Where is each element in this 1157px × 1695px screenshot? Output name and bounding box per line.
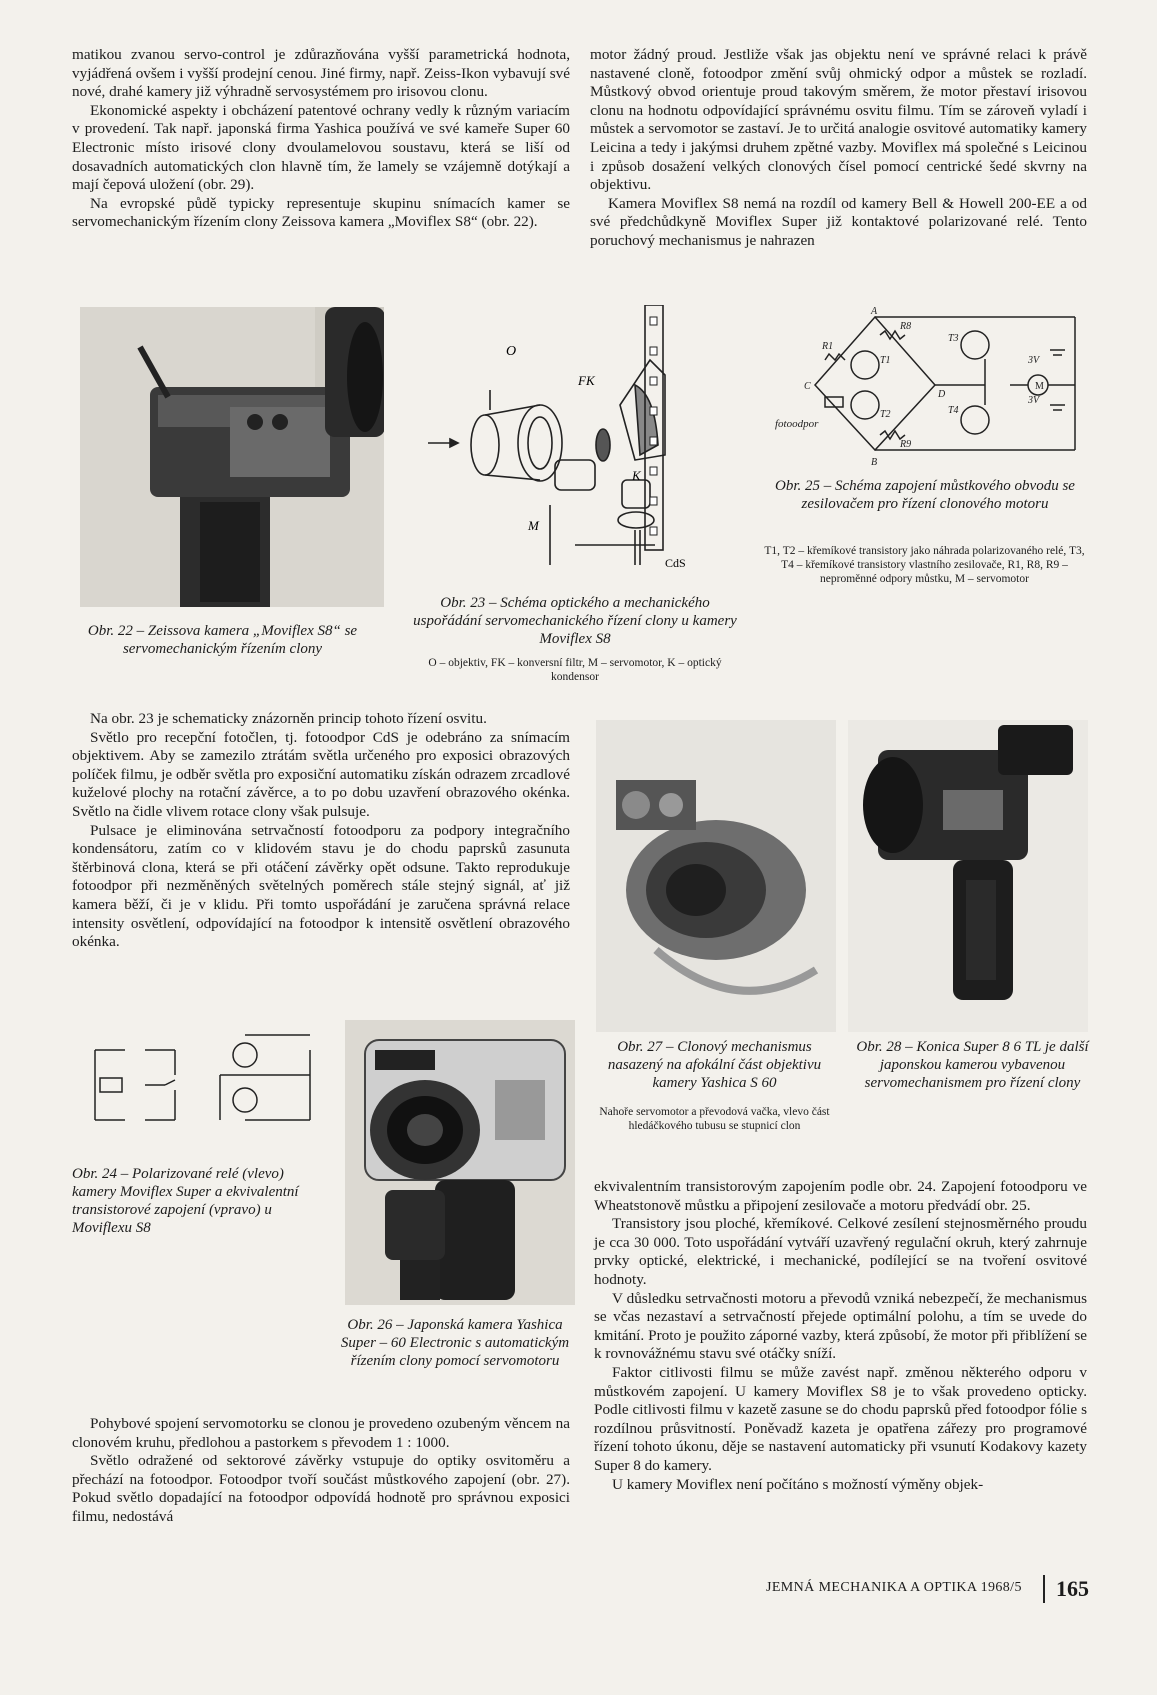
- caption-fig25: Obr. 25 – Schéma zapojení můstkového obvodu se zesilovačem pro řízení clonového motoru: [775, 478, 1075, 512]
- node-C: C: [804, 381, 811, 392]
- label-R1: R1: [822, 341, 834, 352]
- left-column-bottom: [72, 1415, 570, 1527]
- paragraph: Na evropské půdě typicky representuje skupinu snímacích kamer se servomechanickým řízením clony Zeissova kamera „Moviflex S8“ (obr. 22).: [72, 194, 570, 231]
- paragraph: motor žádný proud. Jestliže však jas objektu není ve správné relaci k právě nastavené cloně, fotoodpor změní svůj ohmický odpor a můstek se rozladí. Můstkový obvod orientuje proud takovým směrem, že motor přestaví irisovou clonu na hodnotu odpovídající správnému osvitu filmu. Tím se zároveň vyladí i můstek a servomotor se zastaví. Je to určitá analogie osvitové automatiky kamery Leicina a tedy i jakýmsi druhem zpětné vazby. Moviflex má společné s Leicinou i způsob dosažení velkých clonových čísel pomocí centrické šedé skvrny na objektivu.: [590, 46, 1087, 194]
- photo-konica-super8: [848, 720, 1088, 1032]
- label-M: M: [528, 518, 539, 533]
- diagram-fig23: [410, 305, 715, 590]
- paragraph: U kamery Moviflex není počítáno s možností výměny objek-: [612, 1475, 984, 1493]
- label-CdS: CdS: [665, 556, 686, 570]
- paragraph: Kamera Moviflex S8 nemá na rozdíl od kamery Bell & Howell 200-EE a od své předchůdkyně Moviflex Super již kontaktové polarizované relé. Tento poruchový mechanismus je nahrazen: [590, 194, 1087, 249]
- node-D: D: [938, 389, 946, 400]
- diagram-fig24: [75, 1030, 325, 1130]
- label-T1: T1: [880, 355, 891, 366]
- caption-fig24: Obr. 24 – Polarizované relé (vlevo) kamery Moviflex Super a ekvivalentní transistorové zapojení (vpravo) u Moviflexu S8: [72, 1166, 299, 1236]
- paragraph: V důsledku setrvačnosti motoru a převodů vzniká nebezpečí, že mechanismus se včas nezastaví a setrvačností přejede optimální polohu, a tím se uvede do kmitání. Proto je použito záporné vazby, která způsobí, že motor při přiblížení se k rovnovážnému stavu své otáčky sníží.: [594, 1289, 1087, 1363]
- caption-fig27: Obr. 27 – Clonový mechanismus nasazený na afokální část objektivu kamery Yashica S 60: [607, 1039, 822, 1091]
- right-column-top: [590, 46, 1087, 251]
- paragraph: Pulsace je eliminována setrvačností fotoodporu za podpory integračního kondensátoru, zatím co v klidovém stavu je do chodu paprsků zasunuta štěrbinová clona, která se při otáčení závěrky opět odsune. Takto reprodukuje fotoodpor při nezměněných světelných poměrech stále stejný signál, ať již kamera běží, či je v klidu. Při tomto uspořádání je zaručena správná relace intensity osvětlení, odpovídající na fotoodpor k intensitě osvětlení obrazového okénka.: [72, 821, 570, 951]
- photo-yashica-aperture-mechanism: [596, 720, 836, 1032]
- note-fig23: O – objektiv, FK – konversní filtr, M – servomotor, K – optický kondensor: [428, 657, 722, 683]
- paragraph: Světlo pro recepční fotočlen, tj. fotoodpor CdS je odebráno za snímacím objektivem. Aby se zamezilo ztrátám světla určeného pro exposici obrazových políček filmu, je odběr světla pro exposiční automatiku získán odrazem zrcadlové kuželové plochy na rotační závěrce, a to po dobu uzavření obrazového okénka. Světlo na čidle vlivem rotace clony však pulsuje.: [72, 728, 570, 820]
- caption-fig22: Obr. 22 – Zeissova kamera „Moviflex S8“ se servomechanickým řízením clony: [87, 623, 358, 657]
- node-B: B: [871, 457, 878, 468]
- label-fotoodpor: fotoodpor: [775, 418, 819, 430]
- label-T2: T2: [880, 409, 891, 420]
- label-motor: M: [1035, 381, 1044, 392]
- page-number: 165: [1056, 1576, 1089, 1601]
- paragraph: Pohybové spojení servomotorku se clonou je provedeno ozubeným věncem na clonovém kruhu, předlohou a pastorkem s převodem 1 : 1000.: [72, 1415, 570, 1451]
- note-fig25: T1, T2 – křemíkové transistory jako náhrada polarizovaného relé, T3, T4 – křemíkové transistory vlastního zesilovače, R1, R8, R9 – neproměnné odpory můstku, M – servomotor: [764, 545, 1085, 585]
- label-R9: R9: [900, 439, 912, 450]
- label-3v-bottom: 3V: [1028, 395, 1040, 406]
- caption-fig28: Obr. 28 – Konica Super 8 6 TL je další japonskou kamerou vybavenou servomechanismem pro řízení clony: [856, 1039, 1089, 1091]
- diagram-fig25: [770, 305, 1080, 470]
- label-T3: T3: [948, 333, 959, 344]
- note-fig27: Nahoře servomotor a převodová vačka, vlevo část hledáčkového tubusu se stupnicí clon: [599, 1106, 830, 1132]
- paragraph: matikou zvanou servo-control je zdůrazňována vyšší parametrická hodnota, vyjádřená ovšem i vyšší prodejní cenou. Jiné firmy, např. Zeiss-Ikon vybavují své nové, drahé kamery již výhradně servosystémem pro irisovou clonu.: [72, 46, 570, 101]
- label-3v-top: 3V: [1028, 355, 1040, 366]
- paragraph: Ekonomické aspekty i obcházení patentové ochrany vedly k různým variacím v provedení. Tak např. japonská firma Yashica používá ve své kameře Super 60 Electronic místo irisové clony dvoulamelovou soustavu, která se liší od dosavadních automatických clon hlavně tím, že lamely se vzájemně dotýkají a mají čepová uložení (obr. 29).: [72, 101, 570, 194]
- caption-fig26: Obr. 26 – Japonská kamera Yashica Super – 60 Electronic s automatickým řízením clony pomocí servomotoru: [340, 1317, 570, 1369]
- label-T4: T4: [948, 405, 959, 416]
- label-K: K: [632, 468, 641, 483]
- photo-yashica-super60: [345, 1020, 575, 1305]
- footer-divider: [1043, 1575, 1045, 1603]
- label-O: O: [506, 344, 517, 359]
- paragraph: Transistory jsou ploché, křemíkové. Celkové zesílení stejnosměrného proudu je cca 30 000. Toto uspořádání vytváří uzavřený regulační okruh, který zahrnuje prvky optické, elektrické, i mechanické, podílející se na tvoření osvitové hodnoty.: [594, 1215, 1087, 1288]
- node-A: A: [871, 306, 878, 317]
- photo-moviflex-s8: [80, 307, 384, 607]
- left-column-mid: [72, 710, 570, 952]
- paragraph: Světlo odražené od sektorové závěrky vstupuje do optiky osvitoměru a přechází na fotoodpor. Fotoodpor tvoří součást můstkového zapojení (obr. 27). Pokud světlo dopadající na fotoodpor odpovídá hodnotě pro správnou exposici filmu, nedostává: [72, 1452, 570, 1525]
- label-FK: FK: [578, 373, 595, 388]
- paragraph: Faktor citlivosti filmu se může zavést např. změnou některého odporu v můstkovém zapojení. U kamery Moviflex S8 je to však provedeno opticky. Podle citlivosti filmu v kazetě zasune se do chodu paprsků před fotoodpor fólie s rozdílnou průsvitností. Poněvadž kazeta je opatřena zářezy pro programové řízení tohoto úkonu, děje se nastavení automaticky při vsunutí Kodakovy kazety Super 8 do kamery.: [594, 1363, 1087, 1474]
- right-column-bottom: [594, 1178, 1087, 1494]
- label-R8: R8: [900, 321, 912, 332]
- left-column-top: [72, 46, 570, 232]
- paragraph: ekvivalentním transistorovým zapojením podle obr. 24. Zapojení fotoodporu ve Wheatstonově můstku a připojení zesilovače a motoru předvádí obr. 25.: [594, 1178, 1087, 1214]
- journal-footer: JEMNÁ MECHANIKA A OPTIKA 1968/5: [766, 1580, 1022, 1595]
- caption-fig23: Obr. 23 – Schéma optického a mechanického uspořádání servomechanického řízení clony u kamery Moviflex S8: [413, 595, 737, 647]
- paragraph: Na obr. 23 je schematicky znázorněn princip tohoto řízení osvitu.: [90, 710, 487, 727]
